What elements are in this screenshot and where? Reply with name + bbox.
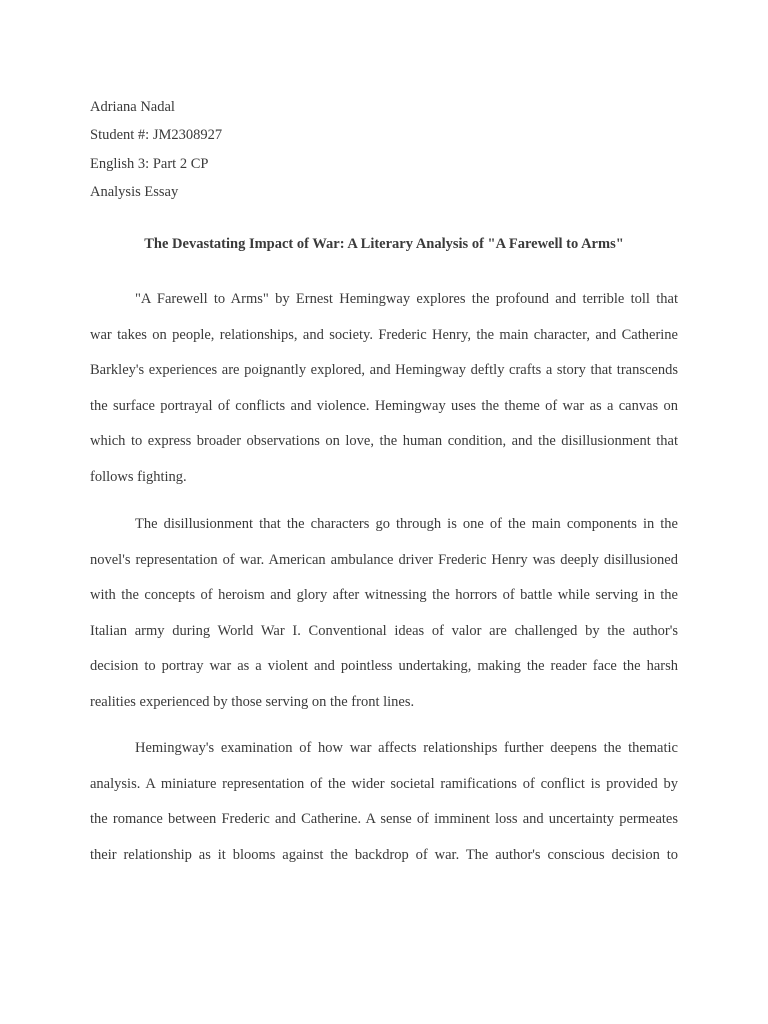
paragraph-line: the surface portrayal of conflicts and violence. Hemingway uses the theme of war as a canvas on — [90, 397, 678, 414]
student-id: Student #: JM2308927 — [90, 127, 223, 144]
paragraph-3 — [90, 738, 678, 880]
course-name: English 3: Part 2 CP — [90, 155, 209, 172]
paragraph-line: Barkley's experiences are poignantly explored, and Hemingway deftly crafts a story that transcends — [90, 362, 678, 378]
paragraph-1 — [90, 289, 678, 502]
paragraph-line: realities experienced by those serving on the front lines. — [90, 693, 415, 710]
assignment-type: Analysis Essay — [90, 183, 179, 200]
header-block — [90, 93, 690, 206]
paragraph-line: Italian army during World War I. Conventional ideas of valor are challenged by the author's — [90, 622, 678, 639]
paragraph-line: novel's representation of war. American ambulance driver Frederic Henry was deeply disillusioned — [90, 551, 678, 568]
paragraph-line: analysis. A miniature representation of the wider societal ramifications of conflict is provided by — [90, 775, 678, 792]
paragraph-line: follows fighting. — [90, 468, 187, 485]
paragraph-line: the romance between Frederic and Catherine. A sense of imminent loss and uncertainty permeates — [90, 811, 678, 827]
paragraph-line: with the concepts of heroism and glory after witnessing the horrors of battle while serving in the — [90, 587, 678, 603]
paragraph-line: Hemingway's examination of how war affects relationships further deepens the thematic — [135, 740, 678, 756]
paragraph-line: "A Farewell to Arms" by Ernest Hemingway explores the profound and terrible toll that — [135, 291, 678, 307]
paragraph-line: The disillusionment that the characters go through is one of the main components in the — [135, 516, 678, 532]
paragraph-line: war takes on people, relationships, and society. Frederic Henry, the main character, and Catherine — [90, 326, 678, 343]
paragraph-line: decision to portray war as a violent and pointless undertaking, making the reader face the harsh — [90, 658, 678, 674]
essay-title: The Devastating Impact of War: A Literary Analysis of "A Farewell to Arms" — [144, 236, 624, 252]
paragraph-line: their relationship as it blooms against the backdrop of war. The author's conscious decision to — [90, 846, 678, 863]
author-name: Adriana Nadal — [90, 99, 175, 115]
paragraph-line: which to express broader observations on love, the human condition, and the disillusionment that — [90, 433, 678, 449]
paragraph-2 — [90, 514, 678, 727]
